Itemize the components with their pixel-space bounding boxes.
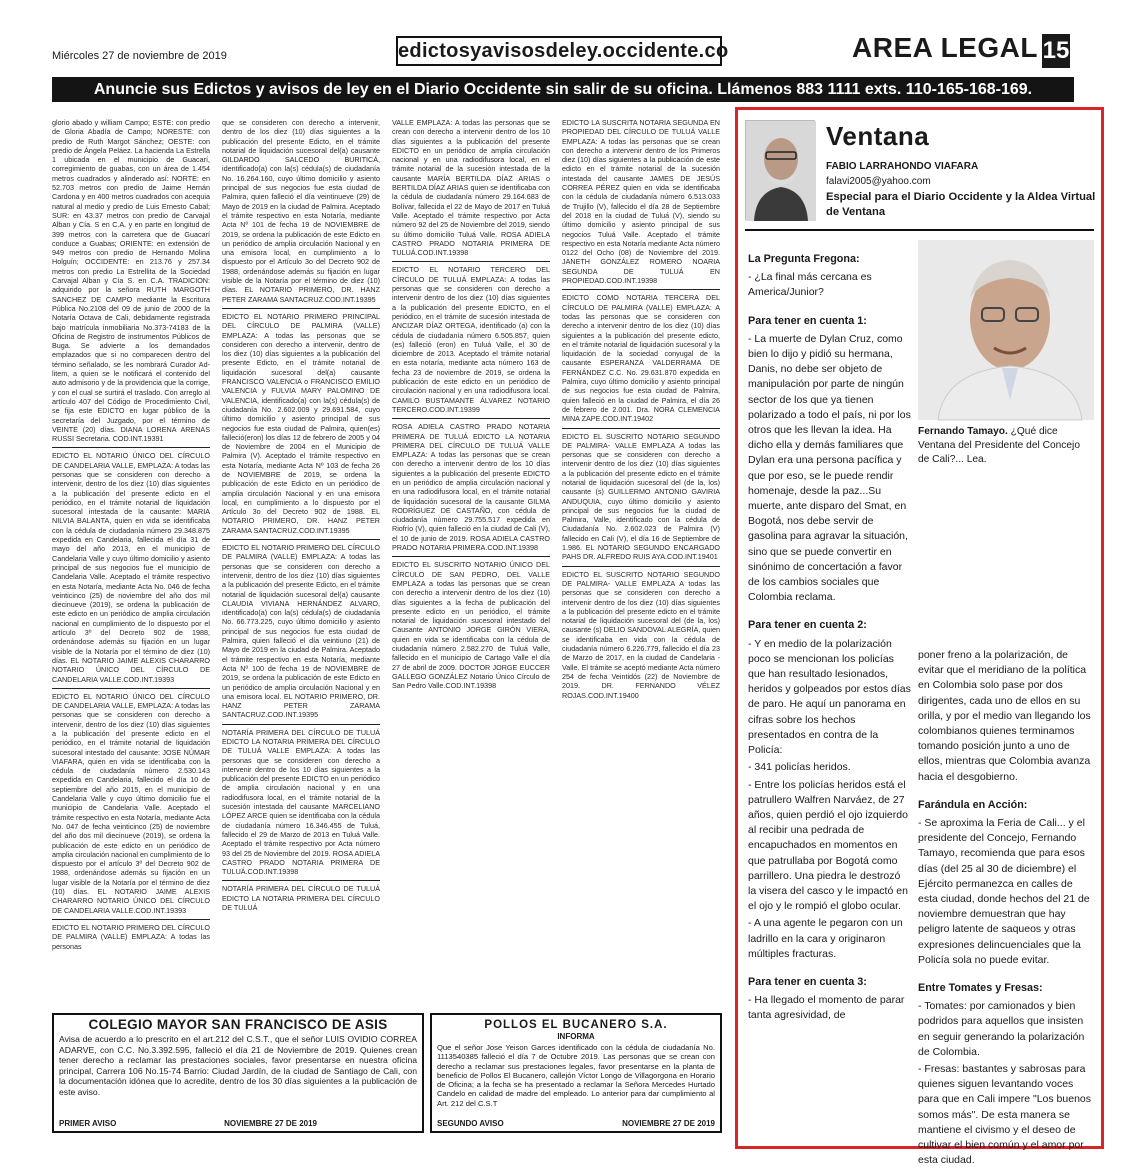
legal-notice	[562, 118, 720, 285]
section-title: AREA LEGAL	[852, 32, 1038, 63]
legal-notice	[222, 118, 380, 304]
notice-text: EDICTO EL NOTARIO PRIMERO PRINCIPAL DEL CÍRCULO DE PALMIRA (VALLE) EMPLAZA: A todas las personas que se consideren con derecho a intervenir, dentro de los diez (10) días siguientes a la publicación del presente Edicto, en el trámite notarial de liquidación sucesoral del(a) causante FRANCISCO VALENCIA o FRANCISCO EMILIO VALENCIA y FULVIA MARY PALOMINO DE VALENCIA, identificado(a) con la(s) cédula(s) de ciudadanía No. 2.602.009 y 29.691.584, cuyo último domicilio y asiento principal de sus negocios fue esta ciudad de Palmira, quien(es) falleció(eron) los días 12 de febrero de 2005 y 04 de Noviembre de 2004 en el Municipio de Palmira (V). Aceptado el trámite respectivo en esta Notaría, mediante Acta Nº 103 de fecha 26 de NOVIEMBRE de 2019, se ordena la publicación de este Edicto en un periódico de amplia circulación Nacional y en una emisora local, en cumplimiento a lo dispuesto por el Artículo 3o del Decreto 902 de 1988.	[222, 311, 380, 517]
notice-text: EDICTO COMO NOTARIA TERCERA DEL CÍRCULO DE PALMIRA (VALLE) EMPLAZA: A todas las personas que se consideren con derecho a intervenir dentro de los diez (10) días siguientes a la publicación del presente edicto, en el trámite notarial de liquidación sucesoral y la liquidación de la sociedad conyugal de la causante ESPERANZA VALDERRAMA DE FERNÁNDEZ C.C. No. 29.631.870 expedida en Palmira, cuyo último domicilio y asiento principal de sus negocios fue esta ciudad de Palmira, quien falleció en la ciudad de Palmira, el día 26 de febrero de 2.001.	[562, 293, 720, 414]
notice-divider	[392, 556, 550, 557]
section-paragraph: - La muerte de Dylan Cruz, como bien lo dijo y pidió su hermana, Danis, no debe ser objeto de manipulación por parte de ningún sector de los que ya tienen polarizado a todo el país, ni por los otros que les llevan la idea. Ha dicho ella y demás familiares que Dylan era una persona pacífica y que por eso, se le puede rendir homenaje, desde la paz...Su muerte, ante disparo del Smat, en Bogotá, nos debe servir de gasolina para agravar la situación, sino que se puede convertir en sinónimo de concertación a favor de los cambios sociales que Colombia reclama.	[748, 332, 911, 604]
author-email[interactable]: falavi2005@yahoo.com	[826, 176, 931, 187]
ad-date: NOVIEMBRE 27 DE 2019	[622, 1119, 715, 1128]
legal-notice	[222, 884, 380, 912]
notice-divider	[52, 688, 210, 689]
ventana-left-column	[748, 252, 911, 1142]
section-heading: La Pregunta Fregona:	[748, 253, 860, 265]
ventana-right-column	[918, 648, 1094, 1167]
ad-footer	[437, 1119, 715, 1128]
notice-divider	[392, 261, 550, 262]
notice-divider	[52, 447, 210, 448]
legal-notice	[52, 118, 210, 443]
special-note: Especial para el Diario Occidente y la Aldea Virtual de Ventana	[826, 191, 1096, 218]
issue-date: Miércoles 27 de noviembre de 2019	[52, 50, 227, 62]
section-heading: Entre Tomates y Fresas:	[918, 982, 1043, 995]
notice-text: EDICTO EL SUSCRITO NOTARIO SEGUNDO DE PALMIRA- VALLE EMPLAZA A todas las personas que se consideren con derecho a intervenir dentro de los diez (10) días siguientes a la publicación del presente edicto en el trámite notarial de liquidación sucesoral del (de la, los) causante (s) GUILLERMO ANTONIO GAVIRIA ANDUQUIA, cuyo último domicilio y asiento principal de sus negocios fue la ciudad de Palmira, Valle, identificado con la cédula de Ciudadanía No. 2.602.023 de Palmira (V) fallecido en Cali (V), el día 16 de Septiembre de 1.986.	[562, 431, 720, 553]
legal-column-2	[222, 118, 380, 998]
legal-notices	[52, 118, 724, 998]
section-paragraph: - Se aproxima la Feria de Cali... y el presidente del Concejo, Fernando Tamayo, recomienda que para esos días (del 25 al 30 de diciembre) el Ejército permanezca en calles de esta ciudad, donde hechos del 21 de noviembre demuestran que hay peligro latente de saqueos y otras expresiones delincuenciales que la Policía sola no puede evitar.	[918, 817, 1090, 966]
notice-divider	[562, 566, 720, 567]
ad-footer	[59, 1119, 417, 1128]
notice-signature: EL NOTARIO PRIMERO, DR. HANZ PETER ZARAMA SANTACRUZ.COD.INT.19395	[222, 285, 380, 304]
section-paragraph: - Tomates: por camionados y bien podridos para aquellos que insisten en seguir generando la polarización de Colombia.	[918, 1000, 1085, 1058]
ad-notice: PRIMER AVISO	[59, 1119, 117, 1128]
notice-divider	[222, 880, 380, 881]
legal-notice	[52, 923, 210, 951]
section-paragraph: - Fresas: bastantes y sabrosas para quienes siguen levantando voces para que en Cali impere "Los buenos somos más". De esta manera se mantiene el civismo y el deseo de cultivar el bien común y el amor por esta ciudad.	[918, 1063, 1092, 1167]
notice-signature: EL NOTARIO PRIMERO, DR. HANZ PETER ZARAMA SANTACRUZ.COD.INT.19395	[222, 507, 381, 535]
legal-notice	[52, 692, 210, 915]
ad-title: POLLOS EL BUCANERO S.A.	[484, 1019, 668, 1031]
notice-signature: ROSA ADIELA CASTRO PRADO NOTARIA PRIMERA DE TULUÁ.COD.INT.19398	[392, 229, 551, 258]
pollos-ad	[430, 1013, 722, 1133]
notice-text: glorio abado y william Campo; ESTE: con predio de Gloria Abadía de Campo; NORESTE: con predio de Ruth Margot Sánchez; OESTE: con predio de Ángela Peláez. La hacienda La Estrella 1 ubicada en el municipio de Guacarí, corregimiento de guabas, con un área de 1.454 metros cuadrados y alinderado así: NORTE: en 52.703 metros con predio de Jaime Hernán Cardona y en 400 metros cuadrados con acequia natural al medio y predio de Luis Ernesto Cabal; SUR: en 43.37 metros con predio de Carvajal Alban y Cía. S en C.A. y en parte en longitud de 399 metros con la carretera que de Guacarí conduce a Guabas; ORIENTE: en extensión de 949 metros con predio de Hernando Molina Holguín; OCCIDENTE: en 213.76 y 257.34 metros con predio La Estrellita de la Sociedad Carvajal Alban y Cía S. en C.A. TRADICION: adquirido por la señora RUTH MARGOTH SANCHEZ DE CAMPO mediante la Escritura Pública No.2108 del 09 de junio de 2000 de la Notaría Octava de Cali, debidamente registrada bajo matrícula inmobiliaria No.373-74183 de la Oficina de Registro de instrumentos Públicos de Buga. Se advierte a los demandados emplazados que si no comparecen dentro del término señalado, se les nombrará Curador Ad-litem, a quien se le notificará el contenido del auto admisorio y de la providencia que la corrige, y con el cual se surtirá el traslado. Con arreglo al artículo 407 del Código de Procedimiento Civil, se fija este EDICTO en lugar público de la secretaría del Juzgado, por el término de VEINTE (20) días.	[52, 118, 210, 434]
section-paragraph: - Entre los policías heridos está el patrullero Walfren Narváez, de 27 años, quien perdió el ojo izquierdo al recibir una pedrada de encapuchados en momentos en que patrullaba por Bogotá como parrillero. Una piedra le destrozó la visera del casco y le impactó en el ojo y le rompió el globo ocular.	[748, 778, 908, 913]
legal-notice	[392, 422, 550, 552]
section-paragraph: - Y en medio de la polarización poco se mencionan los policías que han resultado lesionados, heridos y golpeados por estos días de paro. He aquí un panorama en cifras sobre los hechos presentados en contra de la Policía:	[748, 637, 911, 757]
caption-text: ¿Qué dice Ventana del Presidente del Concejo de Cali?... Lea.	[918, 426, 1080, 465]
ventana-section	[748, 252, 911, 301]
notice-signature: DR. FERNANDO VÉLEZ ROJAS.COD.INT.19400	[562, 681, 720, 700]
section-paragraph: - A una agente le pegaron con un ladrillo en la cara y originaron múltiples fracturas.	[748, 917, 903, 960]
ventana-section	[748, 618, 911, 961]
notice-signature: EL NOTARIO PRIMERO, DR. HANZ PETER ZARAMA SANTACRUZ.COD.INT.19395	[222, 691, 380, 720]
ventana-section	[748, 975, 911, 1024]
legal-column-3	[392, 118, 550, 998]
legal-column-4	[562, 118, 720, 998]
notice-signature: EL NOTARIO JAIME ALEXIS CHARARRO NOTARIO ÚNICO DEL CÍRCULO DE CANDELARIA VALLE.COD.INT.19393	[52, 887, 210, 915]
colegio-ad	[52, 1013, 424, 1133]
notice-divider	[392, 418, 550, 419]
notice-signature: JANETH GONZÁLEZ ROMERO NOARIA SEGUNDA DE TULUÁ EN PROPIEDAD.COD.INT.19398	[562, 257, 720, 286]
author-name: FABIO LARRAHONDO VIAFARA	[826, 161, 979, 172]
caption-name: Fernando Tamayo.	[918, 426, 1008, 437]
notice-signature: DIANA LORENA ARENAS RUSSI Secretaria. COD.INT.19391	[52, 424, 211, 444]
notice-divider	[562, 428, 720, 429]
notice-signature: EL NOTARIO SEGUNDO ENCARGADO PAHS DR. ALFREDO RUIS AYA.COD.INT.19401	[562, 543, 720, 562]
notice-text: NOTARÍA PRIMERA DEL CÍRCULO DE TULUÁ EDICTO LA NOTARIA PRIMERA DEL CÍRCULO DE TULUÁ VALLE EMPLAZA: A todas las personas que se consideren con derecho a intervenir dentro de los 10 días siguientes a la publicación del presente EDICTO en un periódico de amplia circulación nacional y en una radiodifusora local, en el trámite notarial de la sucesión intestada del causante MARCELIANO LÓPEZ ARCE quien se identificaba con la cédula de ciudadanía número 16.346.455 de Tuluá, fallecido el 29 de Marzo de 2013 en Tuluá Valle. Aceptado el trámite respectivo por Acta número 93 del 25 de Noviembre del 2019.	[222, 727, 380, 858]
notice-divider	[52, 919, 210, 920]
notice-text: EDICTO EL SUSCRITO NOTARIO SEGUNDO DE PALMIRA- VALLE EMPLAZA A todas las personas que se consideren con derecho a intervenir dentro de los diez (10) días siguientes a la publicación del presente edicto en el trámite notarial de liquidación sucesoral del (de la, los) causante (s) DELIO SANDOVAL ALEGRÍA, quien se identificaba en vida con la cédula de ciudadanía número 6.226.779, fallecido el día 23 de Marzo de 2017, en la ciudad de Candelaria - Valle. El trámite se aceptó mediante Acta número 254 de fecha Veintidós (22) de Noviembre de 2019.	[562, 569, 720, 691]
notice-text: EDICTO EL NOTARIO PRIMERO DEL CÍRCULO DE PALMIRA (VALLE) EMPLAZA: A todas las personas que se consideren con derecho a intervenir, dentro de los diez (10) días siguientes a la publicación del presente Edicto, en el trámite notarial de liquidación sucesoral del(a) causante CLAUDIA VIVIANA HERNÁNDEZ ALVARO, identificado(a) con la(s) cédula(s) de ciudadanía No. 66.773.225, cuyo último domicilio y asiento principal de sus negocios fue esta ciudad de Palmira, quien falleció el día veintiuno (21) de Mayo de 2019 en la ciudad de Palmira. Aceptado el trámite respectivo en esta Notaría, mediante Acta Nº 100 de fecha 19 de NOVIEMBRE de 2019, se ordena la publicación de este Edicto en un periódico de amplia circulación Nacional y en una emisora local.	[222, 543, 380, 701]
legal-notice	[392, 118, 550, 257]
legal-notice	[562, 432, 720, 562]
legal-column-1	[52, 118, 210, 998]
notice-text: que se consideren con derecho a intervenir, dentro de los diez (10) días siguientes a la publicación del presente Edicto, en el trámite notarial de liquidación sucesoral del(a) causante GILDARDO SALCEDO BURITICÁ, identificado(a) con la(s) cédula(s) de ciudadanía No. 16.264.160, cuyo último domicilio y asiento principal de sus negocios fue esta ciudad de Palmira, quien falleció el día veintinueve (29) de Mayo de 2019 en la ciudad de Palmira. Aceptado el trámite respectivo en esta Notaría, mediante Acta Nº 101 de fecha 19 de NOVIEMBRE de 2019, se ordena la publicación de este Edicto en un periódico de amplia circulación Nacional y en una emisora local, en cumplimiento a lo dispuesto por el Artículo 3o del Decreto 902 de 1988, ordenándose además su fijación en lugar visible de la Notaría por el término de diez (10) días.	[222, 118, 380, 295]
notice-divider	[222, 539, 380, 540]
legal-notice	[222, 312, 380, 535]
ad-date: NOVIEMBRE 27 DE 2019	[224, 1119, 317, 1128]
header-divider	[745, 229, 1094, 231]
photo-caption	[918, 425, 1094, 467]
section-paragraph: poner freno a la polarización, de evitar que el meridiano de la política en Colombia solo pase por dos dirigentes, cada uno de ellos en su orilla, y por el medio van llegando los colombianos quienes terminamos tomando posición junto a uno de ellos, mientras que Colombia avanza hacia el desgobierno.	[918, 649, 1091, 783]
section-heading: Para tener en cuenta 1:	[748, 314, 867, 327]
ad-subtitle: INFORMA	[557, 1032, 595, 1041]
ventana-section	[918, 981, 1094, 1168]
ventana-section	[748, 314, 911, 606]
notice-divider	[222, 308, 380, 309]
legal-notice	[562, 293, 720, 423]
ventana-section	[918, 798, 1094, 968]
notice-divider	[222, 724, 380, 725]
notice-text: VALLE EMPLAZA: A todas las personas que se crean con derecho a intervenir dentro de los 10 días siguientes a la publicación del presente EDICTO en un periódico de amplia circulación nacional y en una radiodifusora local, en el trámite notarial de la sucesión intestada de la causante MARÍA BERTILDA DÍAZ ARIAS o BERTILDA DÍAZ ARIAS quien se identificaba con la cédula de ciudadanía número 29.164.683 de Bolívar, fallecida el 22 de Mayo de 2017 en Tuluá Valle. Aceptado el trámite respectivo por Acta número 92 del 25 de Noviembre del 2019, siendo su último domicilio Tuluá Valle.	[392, 118, 550, 239]
notice-text: EDICTO LA SUSCRITA NOTARIA SEGUNDA EN PROPIEDAD DEL CÍRCULO DE TULUÁ VALLE EMPLAZA: A todas las personas que se crean con derecho a intervenir dentro de los Primeros diez (10) días siguientes a la publicación de este edicto en el trámite notarial de la sucesión intestada del causante JAMES DE JESÚS CORREA PÉREZ quien en vida se identificaba con la cédula de ciudadanía número 6.513.033 de Trujillo (V), fallecido el día 28 de Septiembre del 2018 en la ciudad de Tuluá (V), siendo su último domicilio y asiento principal de sus negocios Tuluá Valle. Aceptado el trámite respectivo en esta Notaría mediante Acta número 0122 del Ocho (08) de Noviembre del 2019.	[562, 118, 720, 258]
legal-notice	[52, 451, 210, 683]
section-paragraph: - 341 policías heridos.	[748, 761, 851, 774]
section-heading: Farándula en Acción:	[918, 798, 1028, 811]
ventana-section	[918, 648, 1094, 785]
notice-signature: DOCTOR JORGE EUCCER GALLEGO GONZÁLEZ Notario Único Círculo de San Pedro Valle.COD.INT.19398	[392, 662, 551, 691]
notice-text: NOTARÍA PRIMERA DEL CÍRCULO DE TULUÁ EDICTO LA NOTARIA PRIMERA DEL CÍRCULO DE TULUÁ	[222, 884, 380, 913]
ad-body: Avisa de acuerdo a lo prescrito en el art.212 del C.S.T., que el señor LUIS OVIDIO CORREA ADARVE, con C.C. No.3.392.595, falleció el día 21 de Noviembre de 2019. Quienes crean tener derecho a reclamar las prestaciones sociales, favor presentarse en nuestra oficina principal, Carrera 106 No.15-74 Barrio: Ciudad Jardín, de la ciudad de Santiago de Cali, con la documentación idónea que lo acredite, dentro de los 30 días siguientes a la publicación de este aviso.	[59, 1034, 417, 1097]
notice-divider	[562, 289, 720, 290]
ad-title: COLEGIO MAYOR SAN FRANCISCO DE ASIS	[88, 1017, 388, 1032]
notice-text: EDICTO EL NOTARIO ÚNICO DEL CÍRCULO DE CANDELARIA VALLE, EMPLAZA: A todas las personas que se consideren con derecho a intervenir, dentro de los diez (10) días siguientes a la publicación del presente edicto en el periódico, en el trámite notarial de liquidación sucesoral intestada de la causante: MARIA NILVIA BALANTA, quien en vida se identificaba con la cédula de ciudadanía número 29.348.875 expedida en Candelaria, fallecida el día 31 de mayo del año 2013, en el municipio de Candelaria Valle y cuyo último domicilio y asiento principal de sus negocios fue el municipio de Candelaria Valle. Aceptado el trámite respectivo en esta Notaría, mediante Acta No. 046 de fecha veinticinco (25) de noviembre del año dos mil diecinueve (2019), se ordena la publicación de este edicto en un periódico de amplia circulación nacional en cumplimiento de lo dispuesto por el artículo 3º del Decreto 902 de 1988, ordenándose además su fijación en un lugar visible de la Notaría por el término de diez (10) días.	[52, 451, 210, 665]
page-number: 15	[1042, 34, 1070, 68]
columnist-photo	[745, 120, 815, 220]
legal-notice	[392, 560, 550, 690]
section-heading: Para tener en cuenta 3:	[748, 975, 867, 988]
ad-notice: SEGUNDO AVISO	[437, 1119, 504, 1128]
legal-notice	[562, 570, 720, 700]
ad-body: Que el señor Jose Yeison Garces identificado con la cédula de ciudadanía No. 1113540385 falleció el día 7 de Octubre 2019. Las personas que se crean con derecho a reclamar sus prestaciones legales, favor presentarse en la planta de beneficio de Pollos El Bucanero, callejón Víctor Longo de Villagorgona en Horario de Oficina; a la fecha se ha presentado a reclamar la Señora Mercedes Hurtado Candelo en calidad de madre del empleado. Lo anterior para dar cumplimiento al Art. 212 del C.S.T	[437, 1043, 715, 1108]
notice-signature: ROSA ADIELA CASTRO PRADO NOTARIA PRIMERA.COD.INT.19398	[392, 533, 550, 553]
notice-signature: Dra. NORA CLEMENCIA MINA ZAPE.COD.INT.19402	[562, 404, 720, 424]
notice-text: ROSA ADIELA CASTRO PRADO NOTARIA PRIMERA DE TULUÁ EDICTO LA NOTARIA PRIMERA DEL CÍRCULO DE TULUÁ VALLE EMPLAZA: A todas las personas que se crean con derecho a intervenir dentro de los 10 días siguientes a la publicación del presente EDICTO en un periódico de amplia circulación nacional y en una radiodifusora local, en el trámite notarial de liquidación sucesoral de la causante GILMA RODRÍGUEZ DE CASTAÑO, con cédula de ciudadanía número 29.755.517 expedida en Riofrío (V), quien falleció en la ciudad de Cali (V), el 10 de junio de 2019.	[392, 422, 550, 543]
notice-text: EDICTO EL NOTARIO ÚNICO DEL CÍRCULO DE CANDELARIA VALLE, EMPLAZA: A todas las personas que se consideren con derecho a intervenir, dentro de los diez (10) días siguientes a la publicación del presente edicto en el periódico, en el trámite notarial de liquidación sucesoral intestado del causante: JOSE NÚMAR VIAFARA, quien en vida se identificaba con la cédula de ciudadanía número 2.530.143 expedida en Candelaria, fallecido el día 10 de septiembre del año 2015, en el municipio de Candelaria Valle y cuyo último domicilio fue el municipio de Candelaria Valle. Aceptado el trámite respectivo en esta Notaría, mediante Acta No. 047 de fecha veinticinco (25) de noviembre del año dos mil diecinueve (2019), se ordena la publicación de este edicto en un periódico de amplia circulación nacional en cumplimiento de lo dispuesto por el artículo 3º del Decreto 902 de 1988, ordenándose además su fijación en un lugar visible de la Notaría por el término de diez (10) días.	[52, 691, 210, 897]
notice-signature: EL NOTARIO JAIME ALEXIS CHARARRO NOTARIO ÚNICO DEL CÍRCULO DE CANDELARIA VALLE.COD.INT.19393	[52, 655, 210, 684]
column-title: Ventana	[826, 121, 930, 151]
legal-notice	[222, 543, 380, 720]
legal-notice	[392, 265, 550, 414]
notice-signature: CAMILO BUSTAMANTE ÁLVAREZ NOTARIO TERCERO.COD.INT.19399	[392, 395, 550, 414]
notice-text: EDICTO EL NOTARIO TERCERO DEL CÍRCULO DE TULUÁ EMPLAZA: A todas las personas que se consideren con derecho a intervenir dentro de los diez (10) días siguientes a la publicación del presente EDICTO, en el periódico, en el trámite de sucesión intestada de ANCIZAR DÍAZ ORTEGA, identificado (a) con la cédula de ciudadanía número 6.505.857, quien (es) falleció (eron) en Tuluá Valle, el 30 de diciembre de 2013. Aceptado el trámite notarial en esta notaría, mediante acta número 163 de fecha 23 de noviembre de 2019, se ordena la publicación de este edicto en un periódico de circulación nacional y en una radiodifusora local.	[392, 265, 550, 396]
ad-banner: Anuncie sus Edictos y avisos de ley en el Diario Occidente sin salir de su oficina. Llámenos 883 1111 exts. 110-165-168-169.	[52, 77, 1074, 102]
section-paragraph: - ¿La final más cercana es America/Junior?	[748, 271, 872, 299]
notice-signature: ROSA ADIELA CASTRO PRADO NOTARIA PRIMERA DE TULUÁ.COD.INT.19398	[222, 848, 381, 877]
notice-text: EDICTO EL SUSCRITO NOTARIO ÚNICO DEL CÍRCULO DE SAN PEDRO, DEL VALLE EMPLAZA a todas las personas que se crean con derecho a intervenir dentro de los diez (10) días siguientes a la fecha de publicación del presente edicto en un periódico, el trámite notarial de liquidación sucesoral intestado del Causante ANTONIO JORGE GIRÓN VIERA, quien en vida se identificaba con la cédula de ciudadanía número 2.582.270 de Tuluá Valle, fallecido en el municipio de Cartago Valle el día 27 de abril de 2009.	[392, 560, 550, 672]
section-paragraph: - Ha llegado el momento de parar tanta agresividad, de	[748, 994, 905, 1022]
legal-notice	[222, 728, 380, 877]
site-url: edictosyavisosdeley.occidente.co	[396, 36, 722, 66]
portrait-photo	[918, 240, 1094, 420]
section-heading: Para tener en cuenta 2:	[748, 619, 867, 632]
notice-text: EDICTO EL NOTARIO PRIMERO DEL CÍRCULO DE PALMIRA (VALLE) EMPLAZA: A todas las personas	[52, 922, 210, 951]
